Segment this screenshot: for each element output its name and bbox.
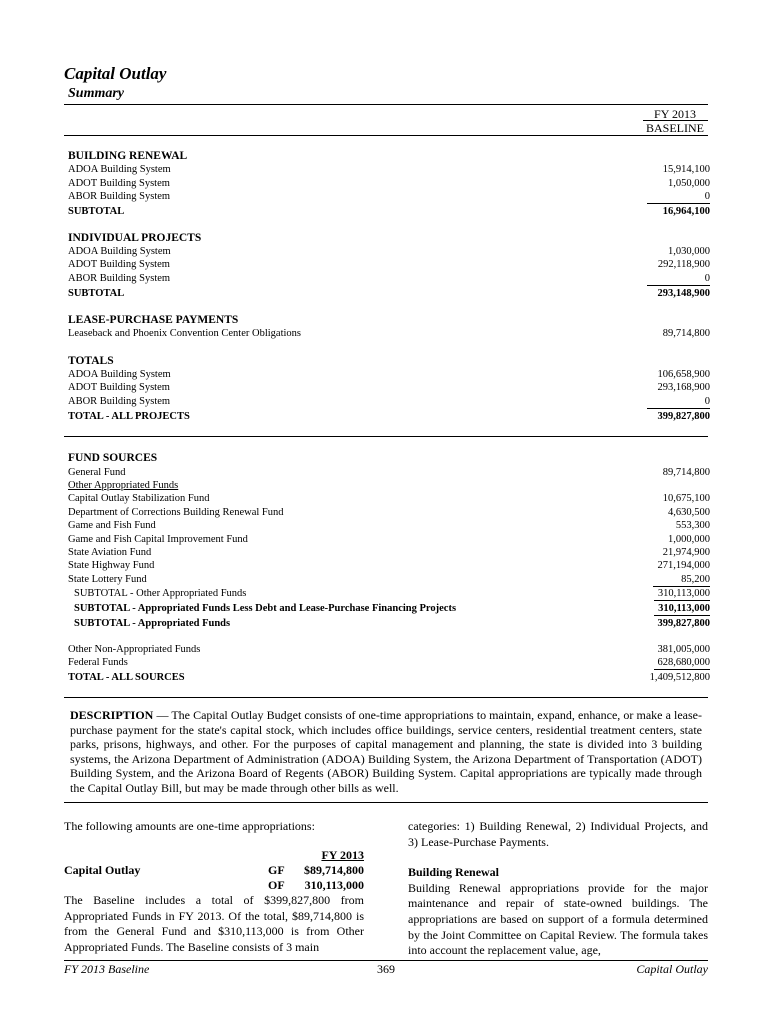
column-header-label: BASELINE bbox=[646, 121, 704, 135]
table-row: Other Non-Appropriated Funds 381,005,000 bbox=[68, 644, 710, 655]
appropriation-row: OF 310,113,000 bbox=[268, 878, 364, 892]
footer-left: FY 2013 Baseline bbox=[64, 962, 150, 976]
building-renewal-heading: Building Renewal bbox=[408, 865, 500, 880]
section-rule bbox=[64, 697, 708, 698]
fy-column-header: FY 2013 bbox=[321, 848, 364, 862]
table-row: State Lottery Fund 85,200 bbox=[68, 574, 710, 585]
column-header bbox=[640, 107, 710, 135]
footer-rule bbox=[64, 960, 708, 961]
table-row: ADOT Building System 1,050,000 bbox=[68, 178, 710, 189]
table-row: ADOA Building System 106,658,900 bbox=[68, 369, 710, 380]
table-row: ABOR Building System 0 bbox=[68, 396, 710, 407]
section-heading-building-renewal: BUILDING RENEWAL bbox=[68, 150, 188, 162]
table-row: Leaseback and Phoenix Convention Center Obligations 89,714,800 bbox=[68, 328, 710, 339]
description-text: — The Capital Outlay Budget consists of one-time appropriations to maintain, expand, enhance, or make a lease-purchase payment for the state's capital stock, which includes office buildings, service centers, residential treatment centers, state parks, prisons, highways, and other. For the purposes of capital management and planning, the state is divided into 3 building systems, the Arizona Department of Administration (ADOA) Building System, the Arizona Department of Transportation (ADOT) Building System, and the Arizona Board of Regents (ABOR) Building System. Capital appropriations are typically made through the Capital Outlay Bill, but may be made through other bills as well. bbox=[70, 708, 702, 795]
table-row: ABOR Building System 0 bbox=[68, 273, 710, 284]
footer-right: Capital Outlay bbox=[636, 962, 708, 976]
section-heading-individual-projects: INDIVIDUAL PROJECTS bbox=[68, 232, 202, 244]
description-lead: DESCRIPTION bbox=[70, 708, 154, 722]
section-rule bbox=[64, 802, 708, 803]
left-column bbox=[64, 819, 364, 847]
subtotal-row: SUBTOTAL 293,148,900 bbox=[68, 288, 710, 299]
subtotal-row: SUBTOTAL - Other Appropriated Funds 310,113,000 bbox=[74, 588, 710, 599]
column-header-underline bbox=[643, 120, 708, 121]
page-title: Capital Outlay bbox=[64, 64, 167, 83]
table-row: ADOA Building System 1,030,000 bbox=[68, 246, 710, 257]
section-heading-lease-purchase: LEASE-PURCHASE PAYMENTS bbox=[68, 314, 239, 326]
table-row: Capital Outlay Stabilization Fund 10,675,100 bbox=[68, 493, 710, 504]
categories-text: categories: 1) Building Renewal, 2) Individual Projects, and 3) Lease-Purchase Payments. bbox=[408, 819, 708, 849]
table-row: ADOT Building System 293,168,900 bbox=[68, 382, 710, 393]
table-row: ADOT Building System 292,118,900 bbox=[68, 259, 710, 270]
building-renewal-paragraph: Building Renewal appropriations provide for the major maintenance and repair of state-owned buildings. The appropriations are based on support of a formula determined by the Joint Committee on Capital Review. The formula takes into account the replacement value, age, bbox=[408, 880, 708, 958]
baseline-paragraph: The Baseline includes a total of $399,827,800 from Appropriated Funds in FY 2013. Of the total, $89,714,800 is from the General Fund and $310,113,000 is from Other Appropriated Funds. The Baseline consists of 3 main bbox=[64, 893, 364, 954]
intro-text: The following amounts are one-time appropriations: bbox=[64, 819, 315, 833]
right-column bbox=[408, 819, 708, 959]
table-row: Federal Funds 628,680,000 bbox=[68, 657, 710, 668]
description-paragraph bbox=[70, 708, 702, 796]
page-footer bbox=[64, 962, 708, 978]
total-row: TOTAL - ALL SOURCES 1,409,512,800 bbox=[68, 672, 710, 683]
table-row: Game and Fish Fund 553,300 bbox=[68, 520, 710, 531]
table-row: ABOR Building System 0 bbox=[68, 191, 710, 202]
table-row: State Highway Fund 271,194,000 bbox=[68, 560, 710, 571]
subtotal-row: SUBTOTAL - Appropriated Funds 399,827,800 bbox=[74, 618, 710, 629]
table-row: State Aviation Fund 21,974,900 bbox=[68, 547, 710, 558]
table-row: General Fund 89,714,800 bbox=[68, 467, 710, 478]
table-row: ADOA Building System 15,914,100 bbox=[68, 164, 710, 175]
section-rule bbox=[64, 436, 708, 437]
column-header-year: FY 2013 bbox=[654, 107, 696, 121]
table-row: Other Appropriated Funds bbox=[68, 480, 179, 491]
subtotal-row: SUBTOTAL 16,964,100 bbox=[68, 206, 710, 217]
table-row: Game and Fish Capital Improvement Fund 1,000,000 bbox=[68, 534, 710, 545]
page-number: 369 bbox=[377, 962, 395, 976]
subtotal-row: SUBTOTAL - Appropriated Funds Less Debt and Lease-Purchase Financing Projects 310,113,000 bbox=[74, 603, 710, 614]
total-row: TOTAL - ALL PROJECTS 399,827,800 bbox=[68, 411, 710, 422]
appropriation-row: Capital Outlay GF $89,714,800 bbox=[64, 863, 364, 877]
header-rule bbox=[64, 104, 708, 105]
table-top-rule bbox=[64, 135, 708, 136]
section-heading-fund-sources: FUND SOURCES bbox=[68, 452, 158, 464]
section-heading-totals: TOTALS bbox=[68, 355, 114, 367]
table-row: Department of Corrections Building Renewal Fund 4,630,500 bbox=[68, 507, 710, 518]
page-subtitle: Summary bbox=[68, 86, 125, 101]
